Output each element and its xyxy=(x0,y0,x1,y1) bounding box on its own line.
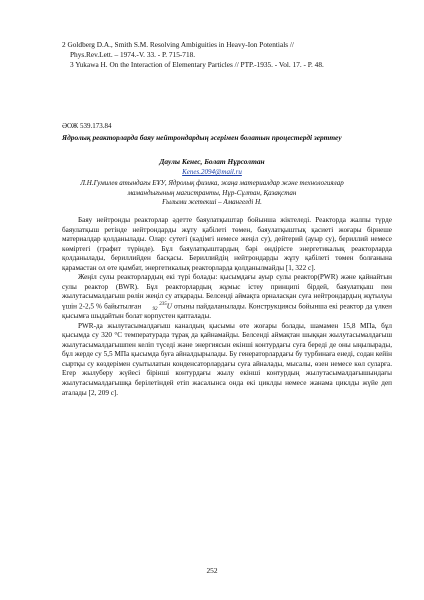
page-number: 252 xyxy=(206,566,218,575)
isotope-notation xyxy=(143,302,167,312)
affiliation-line: мамандығының магистранты, Нұр-Сұлтан, Қазақстан xyxy=(127,188,297,197)
article-body xyxy=(62,216,392,398)
reference-text-continued: Phys.Rev.Lett. – 1974.-V. 33. - P. 715-718. xyxy=(70,50,196,60)
reference-item xyxy=(62,60,392,70)
paragraph: Баяу нейтронды реакторлар әдетте баяулатқыштар бойынша жіктеледі. Реакторда жалпы түрде баяулатқыш ретінде нейтрондарды жұту қабілеті төмен, баяулатқыштық қасиеті жоғары бірнеше материалдар қолданылады. Олар: сутегі (кәдімгі немесе жеңіл су), дейтерий (ауыр су), бериллий немесе көміртегі (графит түрінде). Бұл баяулатқыштардың бәрі өндірісте энергетикалық реакторларда қолданылады, бериллийден басқасы. Бериллийдің нейтрондарды жұту қабілеті төмен болғанына қарамастан ол өте қымбат, энергетикалық реакторларда қолданылмайды [1, 322 с]. xyxy=(62,216,392,272)
article-title: Ядролық реакторларда баяу нейтрондардың әсерімен болатын процестерді зерттеу xyxy=(62,133,342,142)
paragraph xyxy=(62,273,392,321)
udc-code: ӘОЖ 539.173.84 xyxy=(62,122,112,130)
paragraph-text: Жеңіл сулы реакторлардың екі түрі болады: қысымдағы ауыр сулы реактор(PWR) және қайнайтын сулы реактор (BWR). Бұл реакторлардың жұмыс істеу принципі бірдей, баяулатқыш пен жылутасымалдағыш рөлін жеңіл су атқарады. Белсенді аймақта орналасқан суға нейтрондардың жұтылуы үшін 2-2,5 % байытылған xyxy=(62,273,392,311)
affiliation xyxy=(0,179,424,208)
paragraph-text: отыны пайдаланылады. Конструкциясы бойынша екі реактор да үлкен қысымға шыдайтын болат корпустен қапталады. xyxy=(62,302,393,321)
email-link[interactable]: Kenes.2094@mail.ru xyxy=(182,168,242,176)
reference-text: 2 Goldberg D.A., Smith S.M. Resolving Ambiguities in Heavy-Ion Potentials // xyxy=(62,40,294,49)
isotope-symbol: U xyxy=(166,302,172,311)
supervisor-line: Ғылыми жетекші – Амангелді Н. xyxy=(162,198,262,206)
isotope-number: 92 xyxy=(152,306,158,312)
reference-item xyxy=(62,40,392,60)
affiliation-line: Л.Н.Гумилев атындағы ЕҰУ, Ядролық физика, жаңа материалдар және технологиялар xyxy=(80,179,344,187)
authors: Даулы Кенес, Болат Нұрсолтан xyxy=(159,157,265,166)
reference-list xyxy=(62,40,392,71)
isotope-mass: 235 xyxy=(159,301,167,307)
reference-text: 3 Yukawa H. On the Interaction of Elementary Particles // PTP.-1935. - Vol. 17. - P. 48. xyxy=(70,60,324,70)
paragraph: PWR-да жылутасымалдағыш каналдың қысымы өте жоғары болады, шамамен 15,8 МПа, бұл қысымда су 320 °С температурада тұрақ да қайнамайды. Белсенді аймақтан шыққан жылутасымалдағыш жылутасымалдағышпен келіп түседі және энергиясын екінші контурдағы суға береді де оны ыңылырады, бұл жерде су 5,5 МПа қысымда буға айналдырылады. Бу генераторлардағы бу турбинаға енеді, содан кейін сыртқы су көздерімен суытылатын конденсаторлардағы суға айналады, мысалы, өзен немесе көл суларға. Егер жылуберу жүйесі бірінші контурдағы жылу екінші контурдың жылутасымалдағышындағы жылутасымалдағышқа берілетіндей етіп жасалынса онда екі циклды немесе жанама циклды жүйе деп аталады [2, 209 с]. xyxy=(62,321,392,397)
